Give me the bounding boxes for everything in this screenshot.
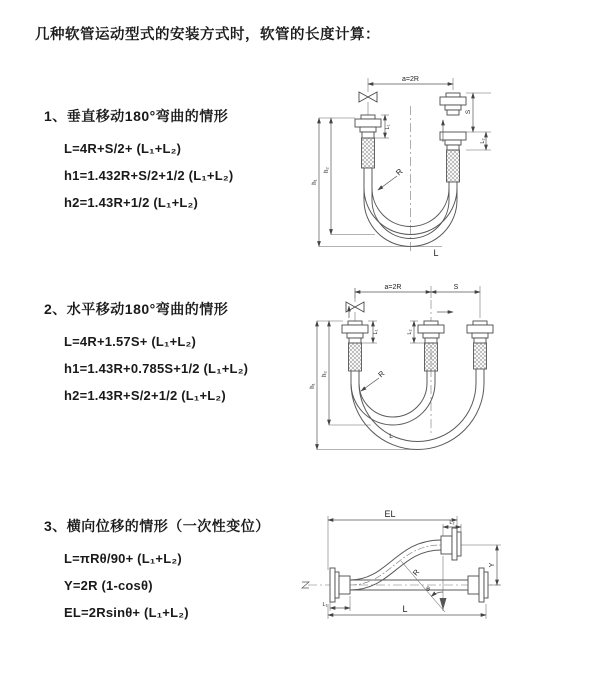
- dim-label-h1: h₁: [310, 383, 316, 389]
- hose-fitting-right: [467, 321, 493, 369]
- dim-label-y: Y: [489, 562, 496, 568]
- formula-line: L=4R+S/2+ (L₁+L₂): [64, 141, 182, 156]
- formula-line: h1=1.43R+0.785S+1/2 (L₁+L₂): [64, 361, 249, 376]
- formula-line: h2=1.43R+1/2 (L₁+L₂): [64, 195, 199, 210]
- dim-label-l2: L₂: [407, 329, 413, 335]
- formula-line: L=4R+1.57S+ (L₁+L₂): [64, 334, 197, 349]
- dim-label-a2r: a=2R: [384, 284, 402, 291]
- dimension-a2r: [368, 76, 453, 90]
- dimension-h1-h2: [312, 118, 442, 247]
- angle-theta: [401, 556, 447, 612]
- dim-label-l: L: [402, 604, 408, 614]
- dim-label-l2: L₂: [449, 520, 455, 526]
- dim-label-r: R: [410, 567, 422, 578]
- dim-label-s: S: [465, 109, 472, 115]
- dimension-h1-h2: [310, 321, 418, 450]
- radius-callout: [361, 369, 387, 391]
- flange-right-original: [468, 568, 488, 602]
- section-3: [44, 516, 270, 626]
- dim-label-l2: L₂: [480, 138, 486, 144]
- dimension-l: [328, 604, 486, 619]
- page-title: 几种软管运动型式的安装方式时，软管的长度计算：: [35, 27, 380, 43]
- hose-fitting-middle: [418, 312, 453, 371]
- horizontal-180-bend-diagram: [303, 278, 595, 460]
- hose-s-curve: [350, 540, 441, 590]
- section-2: [44, 299, 248, 409]
- vertical-180-bend-diagram: [305, 70, 585, 265]
- angle-vertex: [440, 598, 447, 610]
- flange-left: [330, 568, 350, 602]
- dim-label-h2: h₂: [324, 167, 330, 173]
- formula-line: Y=2R (1-cosθ): [64, 578, 153, 593]
- dim-label-theta: θ: [426, 586, 430, 593]
- dim-label-h2: h₂: [322, 371, 328, 377]
- formula-line: h2=1.43R+S/2+1/2 (L₁+L₂): [64, 388, 226, 403]
- valve-icon: [359, 78, 377, 115]
- section-1-heading: 1、垂直移动180°弯曲的情形: [44, 108, 229, 124]
- dim-label-h1: h₁: [312, 179, 318, 185]
- formula-line: h1=1.432R+S/2+1/2 (L₁+L₂): [64, 168, 234, 183]
- dimension-a2r: [355, 284, 480, 318]
- section-1: [44, 106, 233, 216]
- hose-curve: [351, 369, 484, 450]
- dim-label-r: R: [394, 166, 405, 178]
- radius-callout: [378, 167, 405, 190]
- section-3-heading: 3、横向位移的情形（一次性变位）: [44, 518, 270, 534]
- lateral-displacement-diagram: [300, 490, 595, 655]
- flange-right-displaced: [441, 528, 461, 560]
- dim-label-el: EL: [384, 509, 396, 519]
- section-2-heading: 2、水平移动180°弯曲的情形: [44, 301, 229, 317]
- dim-label-l: L: [389, 433, 393, 440]
- dim-label-l1: L₁: [373, 329, 379, 335]
- hose-fitting-right: [440, 93, 466, 182]
- hose-fitting-left: [355, 115, 381, 168]
- formula-line: L=πRθ/90+ (L₁+L₂): [64, 551, 182, 566]
- dim-label-s: S: [453, 284, 459, 291]
- formula-line: EL=2Rsinθ+ (L₁+L₂): [64, 605, 189, 620]
- dim-label-l: L: [433, 248, 439, 258]
- dim-label-l1: L₁: [322, 602, 328, 608]
- dim-label-r: R: [376, 368, 387, 380]
- dim-label-l1: L₁: [385, 124, 391, 130]
- dim-label-a2r: a=2R: [402, 76, 419, 83]
- break-mark: [302, 582, 309, 588]
- dimension-s: [465, 93, 491, 150]
